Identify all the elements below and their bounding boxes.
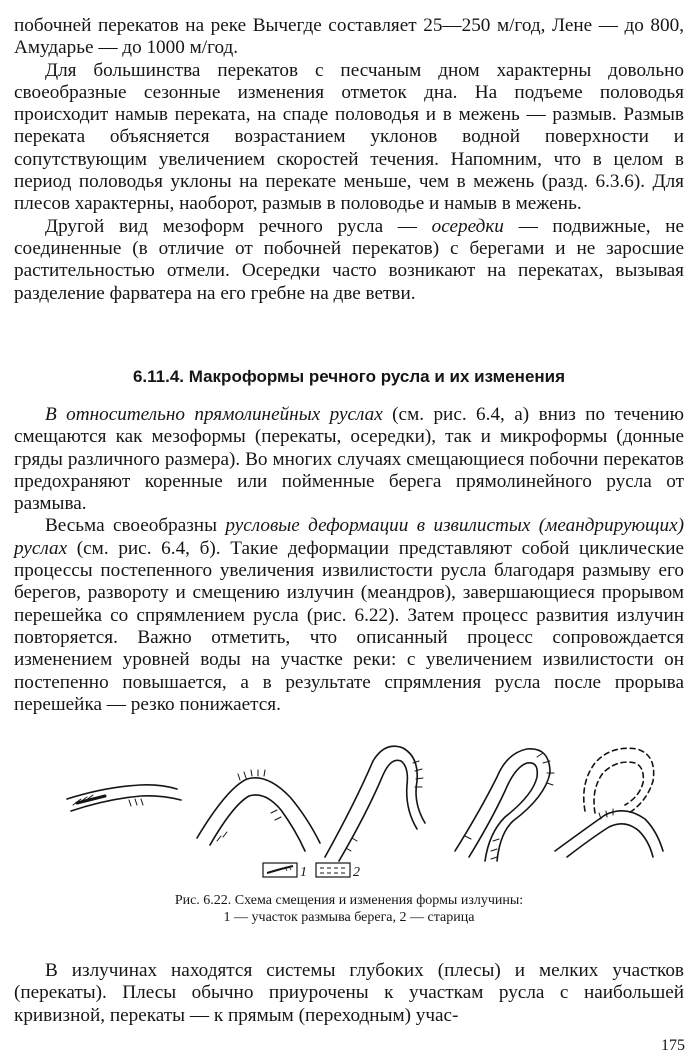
meander-stage-3 — [325, 746, 425, 861]
upper-text-block — [14, 15, 684, 305]
lower-text-block — [14, 960, 684, 1027]
term-straight-channels: В относительно прямолинейных руслах — [45, 404, 383, 425]
term-meander-deformations: русловые деформации в извилистых (меандрирующих) руслах — [14, 515, 684, 559]
paragraph-shoals-seasonal: Для большинства перекатов с песчаным дном характерны довольно своеобразные сезонные изменения отметок дна. На подъеме половодья происходит намыв переката, на спаде половодья и в межень — размыв. Размыв переката объясняется возрастанием уклонов водной поверхности и сопутствующим увеличением скоростей течения. Напомним, что в целом в период половодья уклоны на перекате меньше, чем в межень (разд. 6.3.6). Для плесов характерны, наоборот, размыв в половодье и намыв в межень. — [14, 59, 684, 215]
page-number: 175 — [661, 1037, 685, 1054]
paragraph-continuation: побочней перекатов на реке Вычегде составляет 25—250 м/год, Лене — до 800, Амударье — до 1000 м/год. — [14, 15, 684, 59]
legend-item-oxbow — [316, 863, 360, 880]
meander-figure — [45, 733, 665, 883]
figure-legend — [263, 863, 360, 880]
paragraph-meandering-channels: Весьма своеобразны русловые деформации в извилистых (меандрирующих) руслах (см. рис. 6.4, б). Такие деформации представляют собой циклические процессы постепенного увеличения извилистости русла благодаря размыву его берегов, развороту и смещению излучин (меандров), завершающиеся прорывом перешейка со спрямлением русла (рис. 6.22). Затем процесс развития излучин повторяется. Важно отметить, что описанный процесс сопровождается изменением уровней воды на участке реки: с увеличением извилистости он постепенно повышается, а в результате спрямления русла после прорыва перешейка — резко понижается. — [14, 515, 684, 715]
paragraph-straight-channels: В относительно прямолинейных руслах (см. рис. 6.4, а) вниз по течению смещаются как мезоформы (перекаты, осередки), так и микроформы (донные гряды различного размера). Во многих случаях смещающиеся побочни перекатов предохраняют коренные или пойменные берега прямолинейного русла от размыва. — [14, 404, 684, 515]
legend-number-2: 2 — [353, 865, 360, 880]
section-heading: 6.11.4. Макроформы речного русла и их изменения — [132, 367, 566, 386]
figure-caption — [14, 892, 684, 926]
meander-diagram — [45, 733, 665, 883]
legend-item-erosion — [263, 863, 307, 880]
meander-stage-1 — [67, 785, 181, 811]
term-oseredki: осередки — [431, 215, 504, 237]
paragraph-pools-riffles: В излучинах находятся системы глубоких (плесы) и мелких участков (перекаты). Плесы обычно приурочены к участкам русла с наибольшей кривизной, перекаты — к прямым (переходным) учас- — [14, 960, 684, 1026]
meander-stage-5 — [555, 748, 663, 857]
meander-stage-2 — [197, 770, 320, 851]
middle-text-block — [14, 404, 684, 716]
paragraph-oseredki: Другой вид мезоформ речного русла — осередки — подвижные, не соединенные (в отличие от побочней перекатов) с берегами и не заросшие растительностью отмели. Осередки часто возникают на перекатах, вызывая разделение фарватера на его гребне на две ветви. — [14, 215, 684, 304]
legend-number-1: 1 — [300, 865, 307, 880]
caption-title: Рис. 6.22. Схема смещения и изменения формы излучины: — [174, 893, 524, 908]
meander-stage-4 — [455, 749, 554, 861]
caption-legend-text: 1 — участок размыва берега, 2 — старица — [223, 910, 475, 925]
